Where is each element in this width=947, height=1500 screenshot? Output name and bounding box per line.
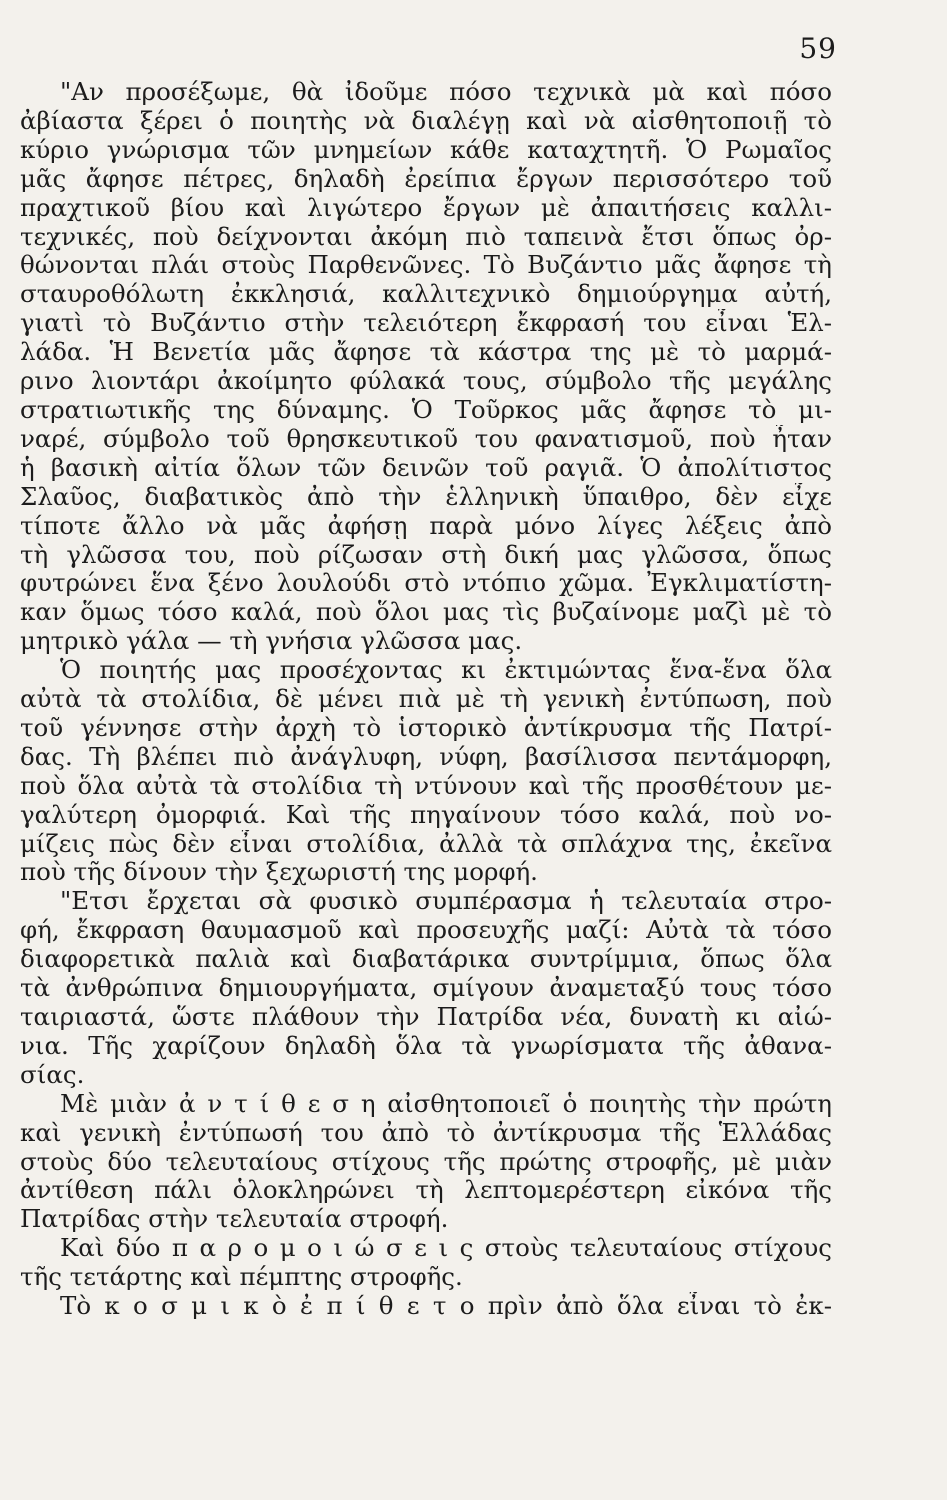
text-line: "Ετσι ἔρχεται σὰ φυσικὸ συμπέρασμα ἡ τελευταία στρο- <box>60 887 832 916</box>
text-line: σίας. <box>20 1060 85 1089</box>
text-line: φή, ἔκφραση θαυμασμοῦ καὶ προσευχῆς μαζί: Αὐτὰ τὰ τόσο <box>20 916 832 945</box>
text-line: μίζεις πὼς δὲν εἶναι στολίδια, ἀλλὰ τὰ σπλάχνα της, ἐκεῖνα <box>20 829 832 858</box>
text-line: ἡ βασικὴ αἰτία ὅλων τῶν δεινῶν τοῦ ραγιᾶ. Ὁ ἀπολίτιστος <box>20 453 832 482</box>
text-line: τοῦ γέννησε στὴν ἀρχὴ τὸ ἱστορικὸ ἀντίκρυσμα τῆς Πατρί- <box>20 713 832 742</box>
text-line: Σλαῦος, διαβατικὸς ἀπὸ τὴν ἑλληνικὴ ὕπαιθρο, δὲν εἶχε <box>20 482 832 511</box>
text-line: Τὸ κ ο σ μ ι κ ὸ ἐ π ί θ ε τ ο πρὶν ἀπὸ ὅλα εἶναι τὸ ἐκ- <box>60 1292 832 1321</box>
text-line: μᾶς ἄφησε πέτρες, δηλαδὴ ἐρείπια ἔργων περισσότερο τοῦ <box>20 164 832 193</box>
text-line: δας. Τὴ βλέπει πιὸ ἀνάγλυφη, νύφη, βασίλισσα πεντάμορφη, <box>20 742 832 771</box>
text-line: ποὺ ὅλα αὐτὰ τὰ στολίδια τὴ ντύνουν καὶ τῆς προσθέτουν με- <box>20 771 832 800</box>
text-line: τὰ ἀνθρώπινα δημιουργήματα, σμίγουν ἀναμεταξύ τους τόσο <box>20 974 832 1003</box>
text-line: καὶ γενικὴ ἐντύπωσή του ἀπὸ τὸ ἀντίκρυσμα τῆς Ἑλλάδας <box>20 1118 832 1147</box>
text-line: τίποτε ἄλλο νὰ μᾶς ἀφήσῃ παρὰ μόνο λίγες λέξεις ἀπὸ <box>20 511 832 540</box>
text-line: μητρικὸ γάλα — τὴ γνήσια γλῶσσα μας. <box>20 627 523 656</box>
text-line: ταιριαστά, ὥστε πλάθουν τὴν Πατρίδα νέα, δυνατὴ κι αἰώ- <box>20 1003 832 1031</box>
text-line: ρινο λιοντάρι ἀκοίμητο φύλακά τους, σύμβολο τῆς μεγάλης <box>20 367 832 396</box>
text-line: ποὺ τῆς δίνουν τὴν ξεχωριστή της μορφή. <box>20 858 538 887</box>
text-line: ἀβίαστα ξέρει ὁ ποιητὴς νὰ διαλέγῃ καὶ νὰ αἰσθητοποιῇ τὸ <box>20 106 832 135</box>
text-line: ἀντίθεση πάλι ὁλοκληρώνει τὴ λεπτομερέστερη εἰκόνα τῆς <box>20 1176 832 1205</box>
text-line: τεχνικές, ποὺ δείχνονται ἀκόμη πιὸ ταπεινὰ ἔτσι ὅπως ὀρ- <box>20 222 832 251</box>
text-line: κύριο γνώρισμα τῶν μνημείων κάθε καταχτητῆ. Ὁ Ρωμαῖος <box>20 135 832 164</box>
text-line: φυτρώνει ἕνα ξένο λουλούδι στὸ ντόπιο χῶμα. Ἐγκλιματίστη- <box>20 569 832 598</box>
text-line: διαφορετικὰ παλιὰ καὶ διαβατάρικα συντρίμμια, ὅπως ὅλα <box>20 945 832 974</box>
page-number: 59 <box>799 32 837 65</box>
text-line: στρατιωτικῆς της δύναμης. Ὁ Τοῦρκος μᾶς ἄφησε τὸ μι- <box>20 395 832 424</box>
text-line: αὐτὰ τὰ στολίδια, δὲ μένει πιὰ μὲ τὴ γενικὴ ἐντύπωση, ποὺ <box>20 685 832 714</box>
text-line: σταυροθόλωτη ἐκκλησιά, καλλιτεχνικὸ δημιούργημα αὐτή, <box>20 280 832 309</box>
text-line: Ὁ ποιητής μας προσέχοντας κι ἐκτιμώντας ἕνα-ἕνα ὅλα <box>60 656 832 685</box>
text-line: θώνονται πλάι στοὺς Παρθενῶνες. Τὸ Βυζάντιο μᾶς ἄφησε τὴ <box>20 251 832 280</box>
text-line: στοὺς δύο τελευταίους στίχους τῆς πρώτης στροφῆς, μὲ μιὰν <box>20 1147 832 1176</box>
text-line: τὴ γλῶσσα του, ποὺ ρίζωσαν στὴ δική μας γλῶσσα, ὅπως <box>20 540 832 569</box>
text-line: "Αν προσέξωμε, θὰ ἰδοῦμε πόσο τεχνικὰ μὰ καὶ πόσο <box>60 78 832 106</box>
text-line: καν ὅμως τόσο καλά, ποὺ ὅλοι μας τὶς βυζαίνομε μαζὶ μὲ τὸ <box>20 598 832 627</box>
text-line: γιατὶ τὸ Βυζάντιο στὴν τελειότερη ἔκφρασή του εἶναι Ἑλ- <box>20 309 832 338</box>
text-line: Καὶ δύο π α ρ ο μ ο ι ώ σ ε ι ς στοὺς τελευταίους στίχους <box>60 1234 832 1263</box>
text-line: λάδα. Ἡ Βενετία μᾶς ἄφησε τὰ κάστρα της μὲ τὸ μαρμά- <box>20 338 832 367</box>
text-line: νια. Τῆς χαρίζουν δηλαδὴ ὅλα τὰ γνωρίσματα τῆς ἀθανα- <box>20 1031 832 1060</box>
text-line: τῆς τετάρτης καὶ πέμπτης στροφῆς. <box>20 1263 463 1292</box>
text-line: πραχτικοῦ βίου καὶ λιγώτερο ἔργων μὲ ἀπαιτήσεις καλλι- <box>20 193 832 222</box>
text-line: ναρέ, σύμβολο τοῦ θρησκευτικοῦ του φανατισμοῦ, ποὺ ἦταν <box>20 424 832 453</box>
text-line: Μὲ μιὰν ἀ ν τ ί θ ε σ η αἰσθητοποιεῖ ὁ ποιητὴς τὴν πρώτη <box>60 1089 832 1118</box>
text-line: Πατρίδας στὴν τελευταία στροφή. <box>20 1205 449 1234</box>
body-text <box>20 78 832 1321</box>
text-line: γαλύτερη ὀμορφιά. Καὶ τῆς πηγαίνουν τόσο καλά, ποὺ νο- <box>20 800 832 829</box>
